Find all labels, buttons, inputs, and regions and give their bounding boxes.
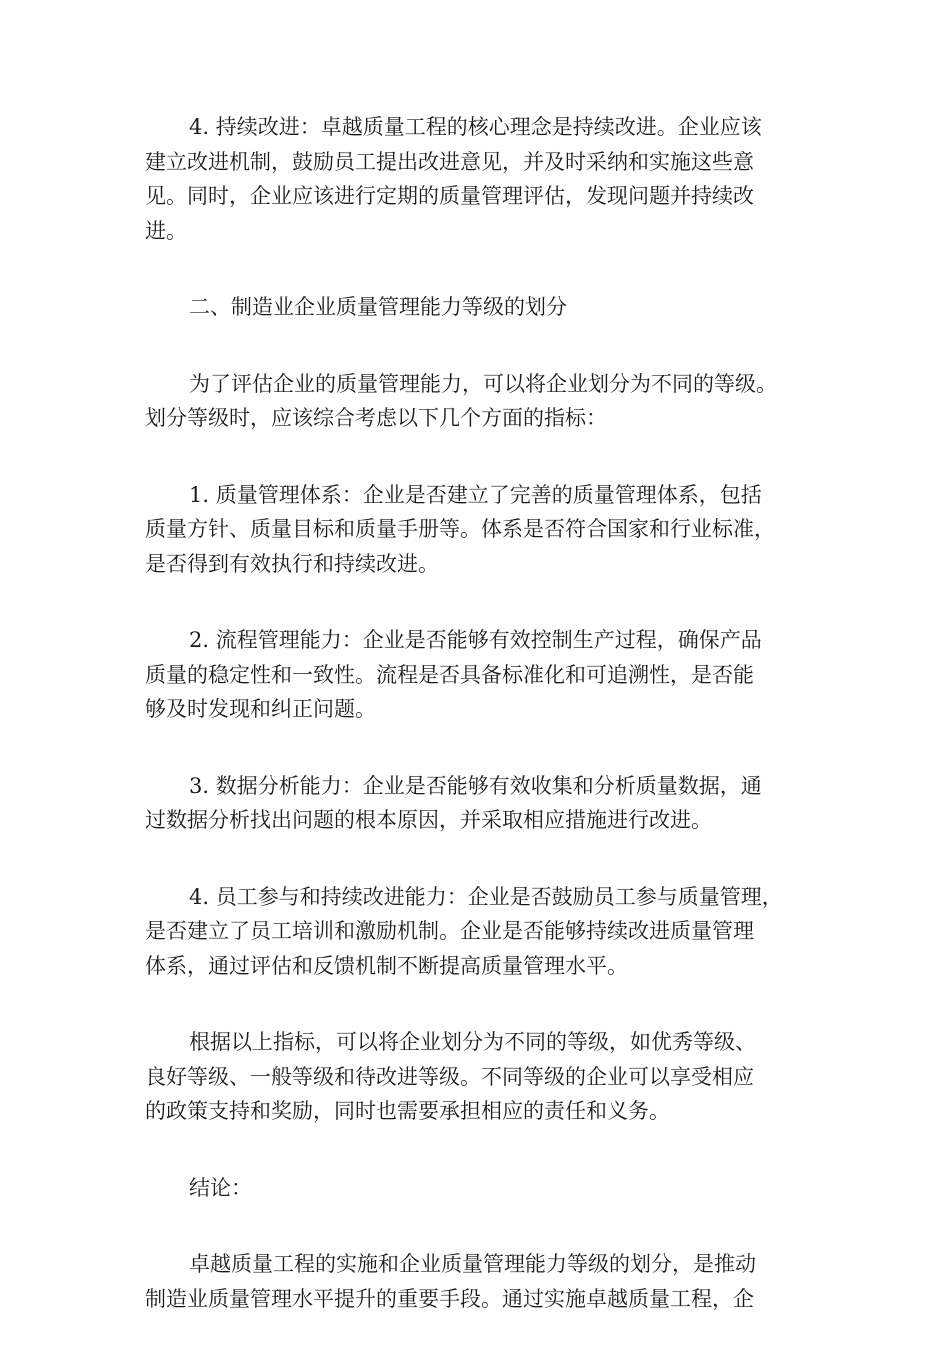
text-line: 建立改进机制，鼓励员工提出改进意见，并及时采纳和实施这些意 bbox=[145, 149, 754, 174]
text-line: 够及时发现和纠正问题。 bbox=[145, 697, 376, 721]
text-line: 1. 质量管理体系：企业是否建立了完善的质量管理体系，包括 bbox=[189, 482, 762, 507]
conclusion-heading bbox=[145, 1171, 810, 1206]
text-line: 见。同时，企业应该进行定期的质量管理评估，发现问题并持续改 bbox=[145, 184, 754, 208]
text-line: 质量方针、质量目标和质量手册等。体系是否符合国家和行业标准， bbox=[145, 517, 775, 541]
text-line: 体系，通过评估和反馈机制不断提高质量管理水平。 bbox=[145, 953, 628, 978]
text-line: 进。 bbox=[145, 218, 187, 243]
text-line: 为了评估企业的质量管理能力，可以将企业划分为不同的等级。 bbox=[189, 371, 777, 396]
text-line: 卓越质量工程的实施和企业质量管理能力等级的划分，是推动 bbox=[189, 1252, 756, 1276]
text-line: 2. 流程管理能力：企业是否能够有效控制生产过程，确保产品 bbox=[189, 628, 762, 652]
text-line: 是否建立了员工培训和激励机制。企业是否能够持续改进质量管理 bbox=[145, 919, 754, 943]
text-line: 划分等级时，应该综合考虑以下几个方面的指标： bbox=[145, 406, 607, 430]
section-heading bbox=[145, 290, 810, 325]
paragraph-employee-participation bbox=[145, 880, 810, 984]
text-line: 质量的稳定性和一致性。流程是否具备标准化和可追溯性，是否能 bbox=[145, 662, 754, 687]
section-title: 二、制造业企业质量管理能力等级的划分 bbox=[189, 295, 567, 319]
paragraph-grading bbox=[145, 1025, 810, 1129]
text-line: 良好等级、一般等级和待改进等级。不同等级的企业可以享受相应 bbox=[145, 1064, 754, 1089]
text-line: 的政策支持和奖励，同时也需要承担相应的责任和义务。 bbox=[145, 1099, 670, 1123]
conclusion-title: 结论： bbox=[189, 1175, 252, 1200]
paragraph-intro bbox=[145, 367, 810, 436]
paragraph-data-analysis bbox=[145, 769, 810, 838]
text-line: 3. 数据分析能力：企业是否能够有效收集和分析质量数据，通 bbox=[189, 773, 762, 798]
paragraph-conclusion bbox=[145, 1247, 810, 1316]
text-line: 4. 员工参与和持续改进能力：企业是否鼓励员工参与质量管理， bbox=[189, 884, 783, 909]
paragraph-continuous-improvement bbox=[145, 110, 810, 248]
text-line: 4. 持续改进：卓越质量工程的核心理念是持续改进。企业应该 bbox=[189, 115, 762, 139]
text-line: 制造业质量管理水平提升的重要手段。通过实施卓越质量工程，企 bbox=[145, 1286, 754, 1311]
text-line: 是否得到有效执行和持续改进。 bbox=[145, 551, 439, 576]
paragraph-quality-system bbox=[145, 478, 810, 582]
text-line: 过数据分析找出问题的根本原因，并采取相应措施进行改进。 bbox=[145, 808, 712, 832]
text-line: 根据以上指标，可以将企业划分为不同的等级，如优秀等级、 bbox=[189, 1030, 756, 1054]
paragraph-process-management bbox=[145, 623, 810, 727]
document-body bbox=[145, 110, 810, 1358]
